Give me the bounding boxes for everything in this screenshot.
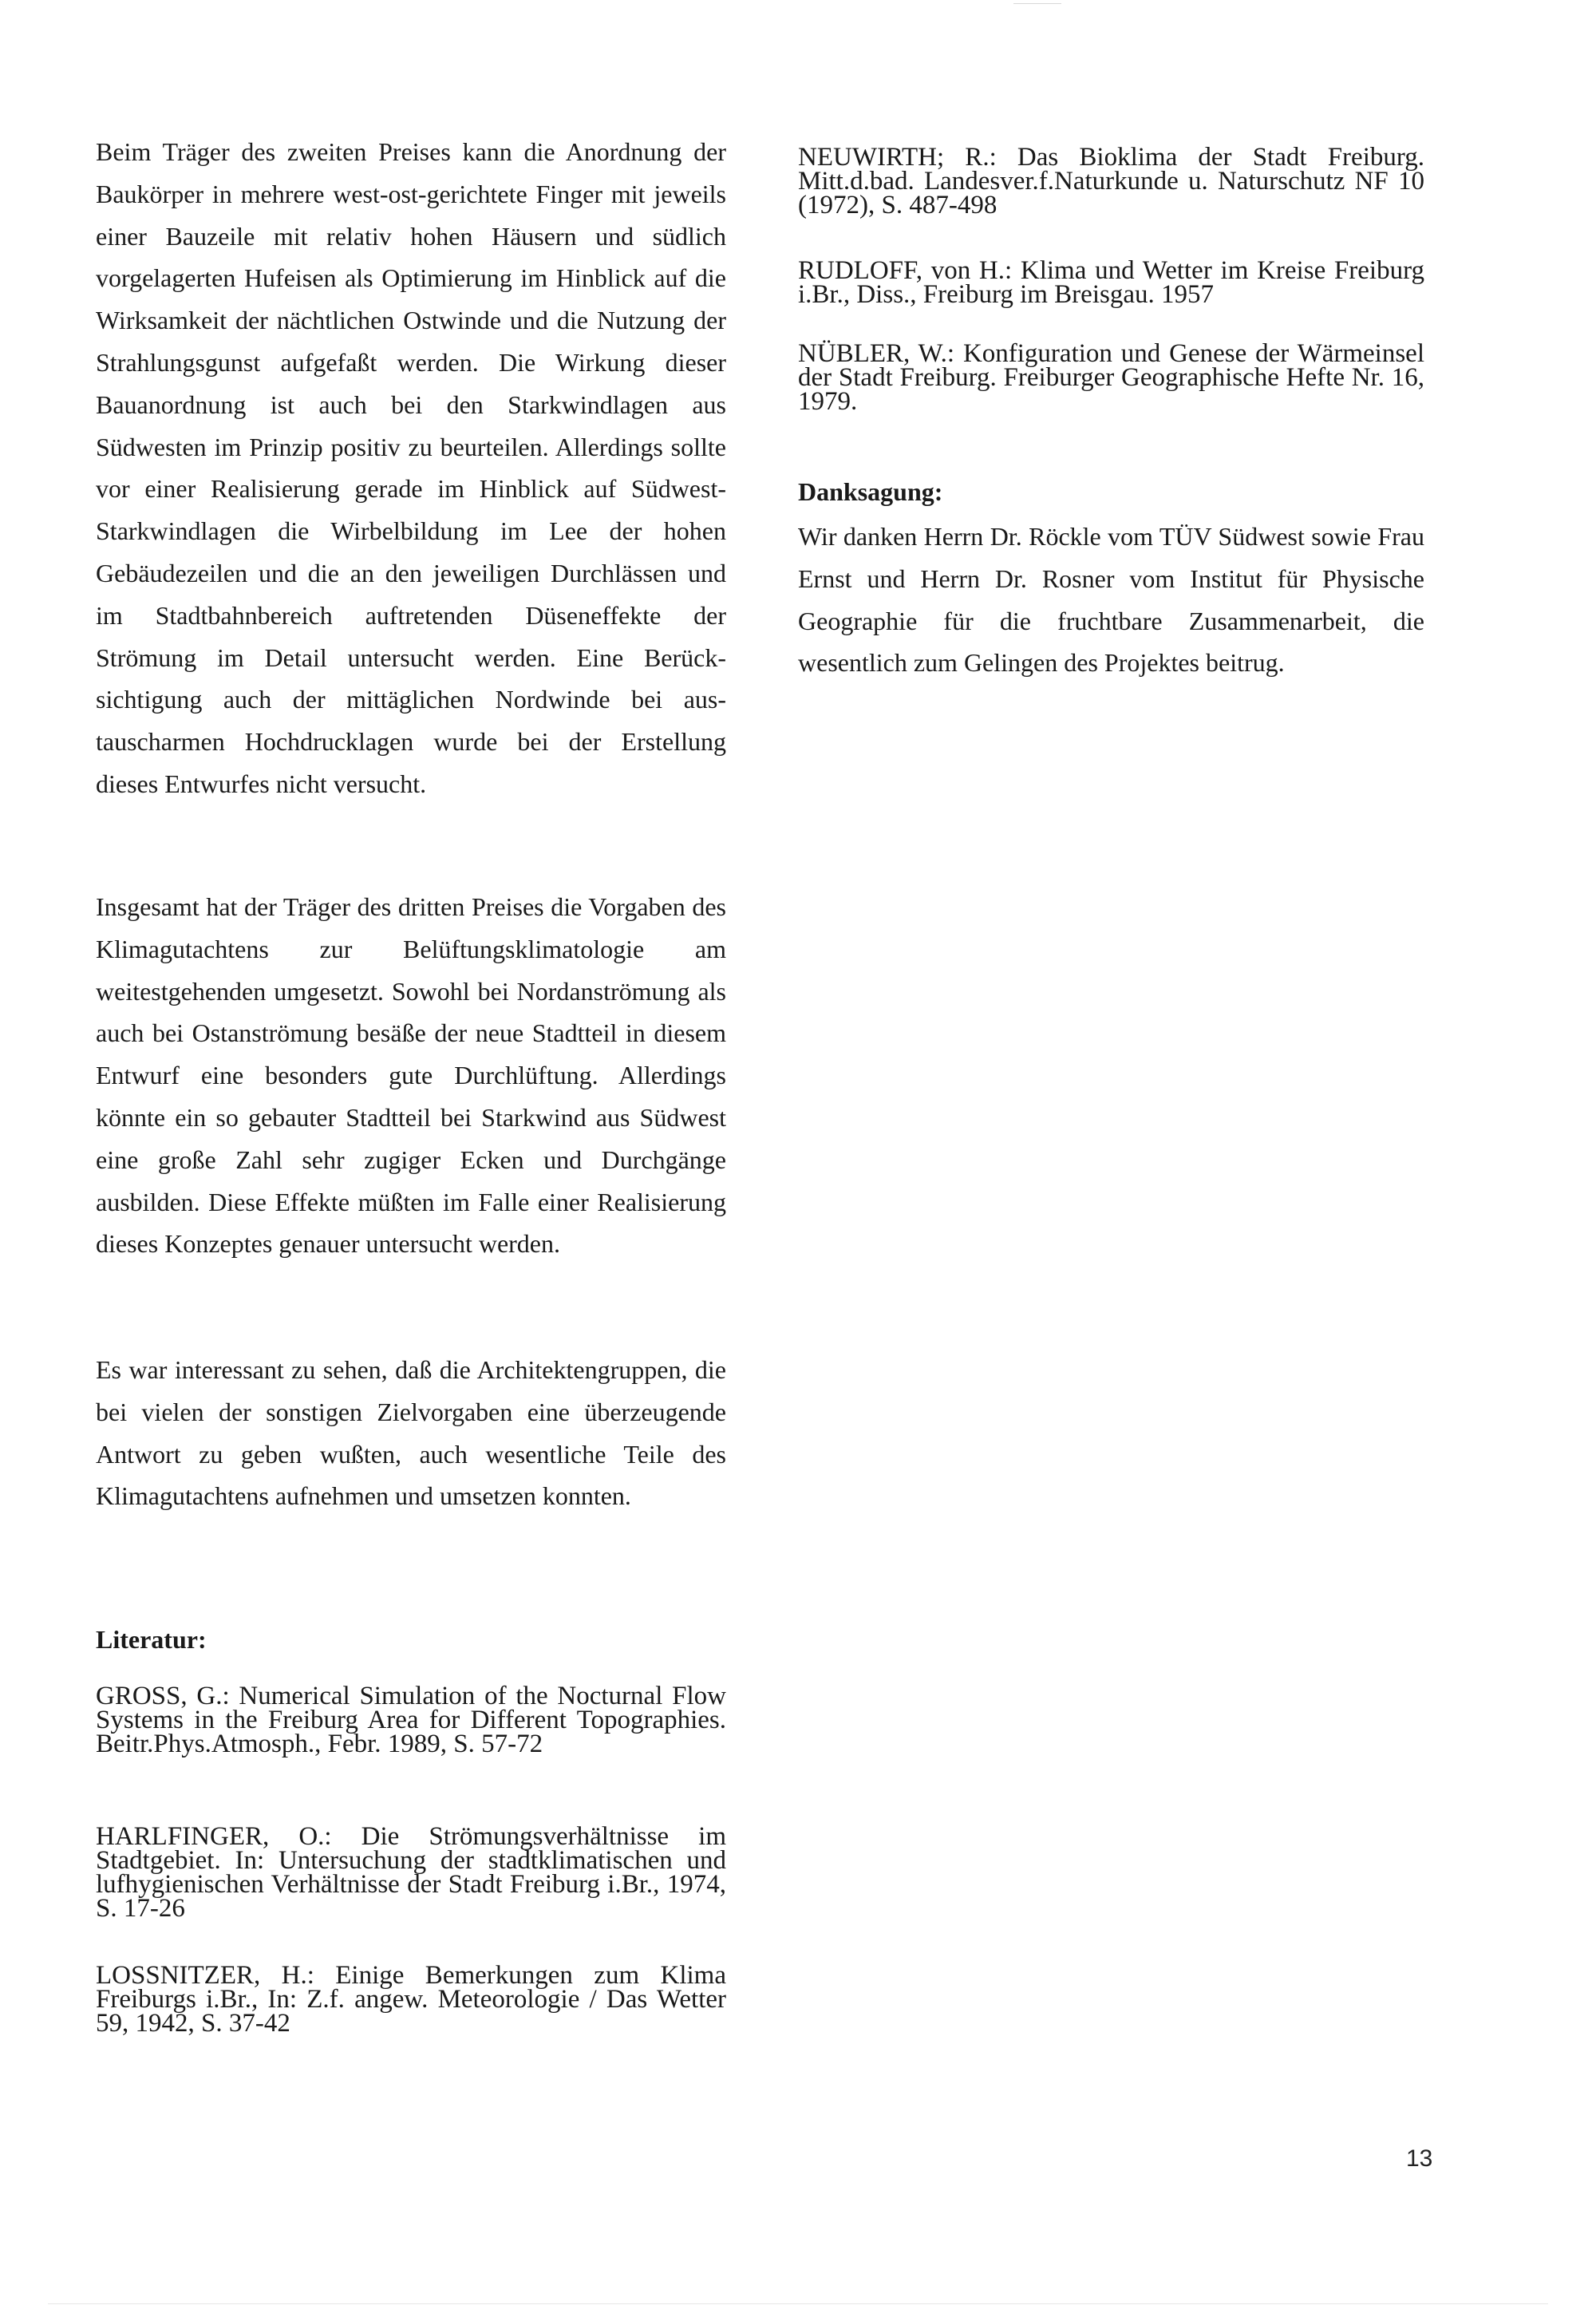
page-number: 13	[1406, 2145, 1433, 2172]
scan-artifact-top	[1013, 3, 1061, 4]
paragraph-architects: Es war interessant zu sehen, daß die Architektengruppen, die bei vielen der sonstigen Zielvorgaben eine überzeugende Antwort zu geben wußten, auch wesentliche Teile des Klimagutachtens aufnehmen und umsetzen konnten.	[96, 1355, 726, 1511]
reference-lossnitzer: LOSSNITZER, H.: Einige Bemerkungen zum Klima Freiburgs i.Br., In: Z.f. angew. Meteorologie / Das Wetter 59, 1942, S. 37-42	[96, 1961, 726, 2038]
reference-harlfinger: HARLFINGER, O.: Die Strömungsverhältnisse im Stadtgebiet. In: Untersuchung der stadtklimatischen und lufhygienischen Verhältnisse der Stadt Freiburg i.Br., 1974, S. 17-26	[96, 1822, 726, 1923]
literature-heading: Literatur:	[96, 1625, 207, 1654]
reference-neuwirth: NEUWIRTH; R.: Das Bioklima der Stadt Freiburg. Mitt.d.bad. Landesver.f.Naturkunde u. Naturschutz NF 10 (1972), S. 487-498	[798, 143, 1424, 219]
reference-gross: GROSS, G.: Numerical Simulation of the Nocturnal Flow Systems in the Freiburg Area for Different Topographies. Beitr.Phys.Atmosph., Febr. 1989, S. 57-72	[96, 1682, 726, 1758]
acknowledgement-text: Wir danken Herrn Dr. Röckle vom TÜV Südwest sowie Frau Ernst und Herrn Dr. Rosner vom Institut für Physische Geographie für die fruchtbare Zusammenarbeit, die wesentlich zum Gelingen des Projektes beitrug.	[798, 522, 1424, 678]
paragraph-second-prize: Beim Träger des zweiten Preises kann die Anordnung der Baukörper in mehrere west-ost-gerichtete Finger mit jeweils einer Bauzeile mit relativ hohen Häusern und südlich vorgelagerten Hufeisen als Optimierung im Hinblick auf die Wirksamkeit der nächtlichen Ostwinde und die Nutzung der Strahlungsgunst aufgefaßt werden. Die Wirkung dieser Bauanordnung ist auch bei den Starkwindlagen aus Südwesten im Prinzip positiv zu beurteilen. Allerdings sollte vor einer Realisierung gerade im Hinblick auf Südwest-Starkwindlagen die Wirbelbildung im Lee der hohen Gebäudezeilen und die an den jeweiligen Durchlässen und im Stadtbahnbereich auftretenden Düseneffekte der Strömung im Detail untersucht werden. Eine Berücksichtigung auch der mittäglichen Nordwinde bei austauscharmen Hochdrucklagen wurde bei der Erstellung dieses Entwurfes nicht versucht.	[96, 137, 726, 798]
paragraph-third-prize: Insgesamt hat der Träger des dritten Preises die Vorgaben des Klimagutachtens zur Belüftungsklimatologie am weitestgehenden umgesetzt. Sowohl bei Nordanströmung als auch bei Ostanströmung besäße der neue Stadtteil in diesem Entwurf eine besonders gute Durchlüftung. Allerdings könnte ein so gebauter Stadtteil bei Starkwind aus Südwest eine große Zahl sehr zugiger Ecken und Durchgänge ausbilden. Diese Effekte müßten im Falle einer Realisierung dieses Konzeptes genauer untersucht werden.	[96, 892, 726, 1259]
acknowledgement-heading: Danksagung:	[798, 477, 943, 506]
reference-rudloff: RUDLOFF, von H.: Klima und Wetter im Kreise Freiburg i.Br., Diss., Freiburg im Breisgau. 1957	[798, 256, 1424, 309]
scan-artifact-bottom	[48, 2303, 1548, 2304]
reference-nuebler: NÜBLER, W.: Konfiguration und Genese der Wärmeinsel der Stadt Freiburg. Freiburger Geographische Hefte Nr. 16, 1979.	[798, 339, 1424, 416]
